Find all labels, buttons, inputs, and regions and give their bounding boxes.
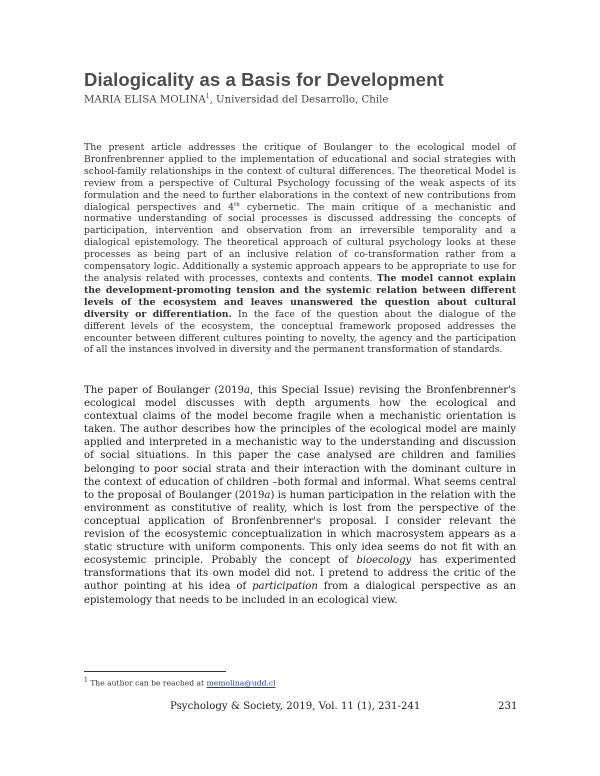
body-segment-5: from a dialogical perspective as an epistemology that needs to be included in an ecological view. [84,581,516,606]
body-italic-2: a [264,489,271,501]
body-segment-3: ) is human participation in the relation with the environment as constitutive of reality, which is lost from the perspective of the conceptual application of Bronfenbrenner's proposal. I consider relevant the revision of the ecosystemic conceptualization in which macrosystem appears as a static structure with uniform components. This only idea seems do not fit with an ecosystemic principle. Probably the concept of [84,489,516,567]
body-segment-1: The paper of Boulanger (2019 [84,385,244,396]
abstract-part-3: In the face of the question about the dialogue of the different levels of the ecosystem, the conceptual framework proposed addresses the encounter between different cultures pointing to novelty, the agency and the participation of all the instances involved in diversity and the permanent transformation of standards. [84,308,516,356]
page-number: 231 [498,701,518,712]
abstract-superscript: th [234,201,240,208]
footnote [84,677,276,688]
author-line [84,93,388,105]
footnote-divider [84,671,226,672]
body-segment-4: has experimented transformations that its own model did not. I pretend to address the critic of the author pointing at his idea of [84,555,516,593]
footnote-email-link[interactable]: memolina@udd.cl [206,678,276,688]
author-name: MARIA ELISA MOLINA [84,94,206,106]
abstract-part-2: cybernetic. The main critique of a mechanistic and normative understanding of social processes is discussed addressing the concepts of participation, intervention and observation from an irreversible temporality and a dialogical epistemology. The theoretical approach of cultural psychology looks at these processes as being part of an inclusive relation of co-transformation rather from a compensatory logic. Additionally a systemic approach appears to be appropriate to use for the analysis related with processes, contexts and contents. [84,201,516,284]
body-paragraph [84,384,516,607]
author-affiliation: , Universidad del Desarrollo, Chile [209,94,389,106]
body-segment-2: , this Special Issue) revising the Bronfenbrenner's ecological model discusses with depth arguments how the ecological and contextual claims of the model become fragile when a mechanistic orientation is taken. The author describes how the principles of the ecological model are mainly applied and interpreted in a mechanistic way to the understanding and discussion of social situations. In this paper the case analysed are children and families belonging to poor social strata and their interaction with the dominant culture in the context of education of children –both formal and informal. What seems central to the proposal of Boulanger (2019 [84,385,516,501]
body-italic-bioecology: bioecology [356,555,412,567]
abstract-bold-sentence: The model cannot explain the development-promoting tension and the systemic relation between different levels of the ecosystem and leaves unanswered the question about cultural diversity or differentiation. [84,272,516,320]
abstract [84,142,516,356]
body-italic-1: a [243,385,251,396]
journal-citation: Psychology & Society, 2019, Vol. 11 (1), 231-241 [170,701,421,712]
body-italic-participation: participation [252,581,318,593]
footnote-mark: 1 [84,677,88,684]
abstract-part-1: The present article addresses the critique of Boulanger to the ecological model of Bronfrenbrenner applied to the implementation of educational and social strategies with school-family relationships in the context of cultural differences. The theoretical Model is review from a perspective of Cultural Psychology focussing of the weak aspects of its formulation and the need to further elaborations in the context of new contributions from dialogical perspectives and 4 [84,142,516,213]
author-footnote-mark: 1 [205,93,210,100]
footnote-text: The author can be reached at [87,678,207,688]
article-title: Dialogicality as a Basis for Development [84,69,444,90]
